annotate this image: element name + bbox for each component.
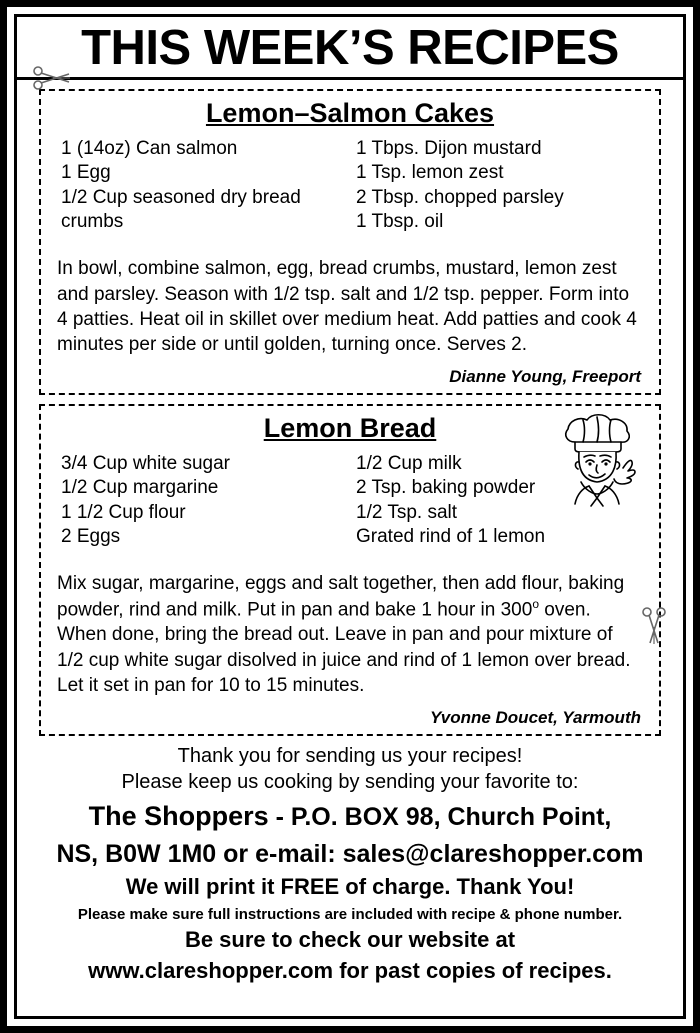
ingredient-item: Grated rind of 1 lemon: [356, 526, 546, 548]
footer-free-notice: We will print it FREE of charge. Thank You!: [125, 873, 575, 899]
ingredient-item: 1 (14oz) Can salmon: [61, 138, 238, 160]
publisher-name: The Shoppers: [88, 801, 269, 832]
ingredient-item: 1/2 Cup seasoned dry bread: [61, 186, 301, 208]
ingredient-item: 1 1/2 Cup flour: [61, 501, 186, 523]
footer-instructions-note: Please make sure full instructions are included with recipe & phone number.: [77, 906, 623, 924]
footer-website-line-2: www.clareshopper.com for past copies of recipes.: [88, 957, 612, 983]
ingredient-item: 2 Tsp. baking powder: [356, 477, 536, 499]
ingredient-item: 1 Egg: [61, 162, 111, 184]
ingredient-item: crumbs: [61, 211, 124, 233]
ingredients-column-left: [55, 452, 350, 549]
footer-address: [25, 799, 675, 834]
chef-illustration: [545, 408, 649, 512]
recipe-credit: Yvonne Doucet, Yarmouth: [430, 708, 641, 728]
ingredient-item: 1/2 Cup margarine: [61, 477, 219, 499]
recipe-credit: Dianne Young, Freeport: [449, 367, 641, 387]
page-inner-border: [14, 14, 686, 1019]
page-title: THIS WEEK’S RECIPES: [81, 21, 619, 75]
method-text-pre: Mix sugar, margarine, eggs and salt together, then add flour, baking powder, rind and milk. Put in pan and bake 1 hour in 300: [57, 573, 625, 620]
recipe-card-1: [39, 89, 661, 395]
footer-thanks: Thank you for sending us your recipes!: [177, 745, 523, 768]
recipe-method: [55, 571, 645, 698]
ingredients: [55, 137, 645, 234]
ingredients-column-left: [55, 137, 350, 234]
ingredient-item: 3/4 Cup white sugar: [61, 453, 230, 475]
footer-website-line-1: Be sure to check our website at: [184, 927, 516, 953]
ingredient-item: 1 Tsp. lemon zest: [356, 162, 504, 184]
recipe-card-2: [39, 404, 661, 736]
address-line-1: - P.O. BOX 98, Church Point,: [268, 803, 612, 832]
method-text-post: oven. When done, bring the bread out. Leave in pan and pour mixture of 1/2 cup white sugar disolved in juice and rind of 1 lemon over bread. Let it set in pan for 10 to 15 minutes.: [57, 598, 631, 696]
recipe-method: In bowl, combine salmon, egg, bread crumbs, mustard, lemon zest and parsley. Season with 1/2 tsp. salt and 1/2 tsp. pepper. Form into 4 patties. Heat oil in skillet over medium heat. Add patties and cook 4 minutes per side or until golden, turning once. Serves 2.: [57, 258, 637, 356]
ingredient-item: 2 Tbsp. chopped parsley: [356, 186, 564, 208]
ingredient-item: 1 Tbsp. oil: [356, 211, 444, 233]
ingredient-item: 2 Eggs: [61, 526, 121, 548]
ingredient-item: 1/2 Tsp. salt: [356, 501, 458, 523]
recipe-title: Lemon Bread: [263, 413, 437, 444]
address-line-2: NS, B0W 1M0 or e-mail: sales@clareshopper.com: [56, 839, 644, 868]
degree-symbol: o: [532, 596, 540, 611]
ingredients-column-right: [350, 137, 645, 234]
footer: [25, 744, 675, 984]
footer-keep-cooking: Please keep us cooking by sending your favorite to:: [121, 771, 579, 794]
recipe-title: Lemon–Salmon Cakes: [205, 98, 495, 129]
ingredient-item: 1 Tbps. Dijon mustard: [356, 138, 542, 160]
masthead-divider: [17, 77, 683, 80]
ingredient-item: 1/2 Cup milk: [356, 453, 462, 475]
